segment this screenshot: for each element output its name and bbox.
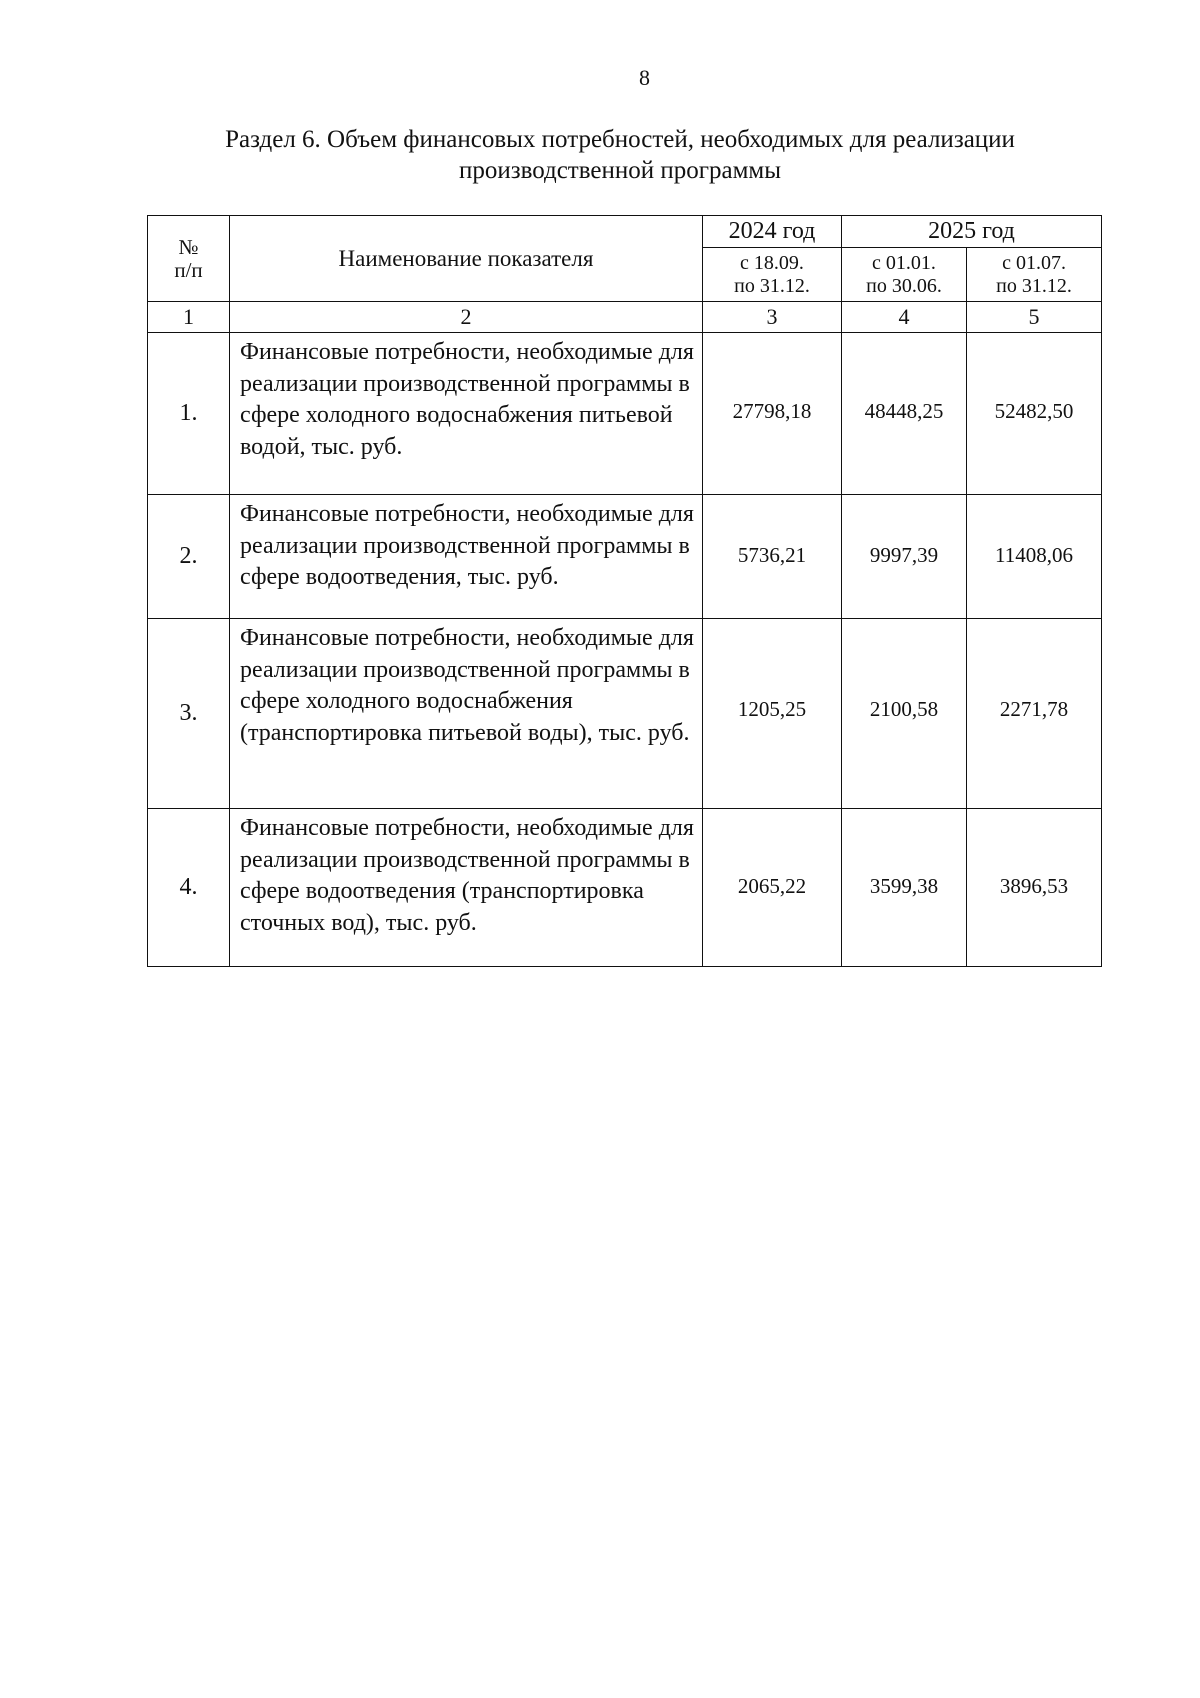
table-row (148, 333, 1102, 495)
column-number: 5 (967, 302, 1102, 333)
section-title (0, 124, 1200, 186)
row-value-2025-h2: 2271,78 (967, 619, 1102, 809)
financial-needs-table (147, 215, 1102, 967)
row-indicator-name: Финансовые потребности, необходимые для реализации производственной программы в сфере холодного водоснабжения питьевой водой, тыс. руб. (230, 333, 703, 495)
row-indicator-name: Финансовые потребности, необходимые для реализации производственной программы в сфере водоотведения, тыс. руб. (230, 495, 703, 619)
row-value-2025-h1: 9997,39 (842, 495, 967, 619)
section-title-line-1: Раздел 6. Объем финансовых потребностей, необходимых для реализации (225, 126, 1015, 153)
header-year-2024: 2024 год (703, 216, 842, 248)
header-period-1: с 18.09. по 31.12. (703, 248, 842, 302)
header-row-years (148, 216, 1102, 248)
header-year-2025: 2025 год (842, 216, 1102, 248)
row-value-2024: 5736,21 (703, 495, 842, 619)
column-number: 2 (230, 302, 703, 333)
header-name-col: Наименование показателя (230, 216, 703, 302)
row-value-2024: 1205,25 (703, 619, 842, 809)
row-number: 2. (148, 495, 230, 619)
row-value-2025-h2: 52482,50 (967, 333, 1102, 495)
header-period-3: с 01.07. по 31.12. (967, 248, 1102, 302)
row-value-2025-h1: 48448,25 (842, 333, 967, 495)
section-title-line-2: производственной программы (458, 157, 782, 184)
row-value-2025-h1: 2100,58 (842, 619, 967, 809)
row-value-2024: 27798,18 (703, 333, 842, 495)
row-value-2025-h2: 3896,53 (967, 809, 1102, 967)
column-number: 1 (148, 302, 230, 333)
column-number: 3 (703, 302, 842, 333)
table-row (148, 809, 1102, 967)
row-value-2024: 2065,22 (703, 809, 842, 967)
row-value-2025-h1: 3599,38 (842, 809, 967, 967)
column-number: 4 (842, 302, 967, 333)
header-num-col: № п/п (148, 216, 230, 302)
header-period-2: с 01.01. по 30.06. (842, 248, 967, 302)
page-number: 8 (639, 65, 650, 90)
table-row (148, 495, 1102, 619)
row-value-2025-h2: 11408,06 (967, 495, 1102, 619)
row-indicator-name: Финансовые потребности, необходимые для реализации производственной программы в сфере холодного водоснабжения (транспортировка питьевой воды), тыс. руб. (230, 619, 703, 809)
table-row (148, 619, 1102, 809)
row-number: 1. (148, 333, 230, 495)
row-number: 4. (148, 809, 230, 967)
row-indicator-name: Финансовые потребности, необходимые для реализации производственной программы в сфере водоотведения (транспортировка сточных вод), тыс. руб. (230, 809, 703, 967)
column-number-row (148, 302, 1102, 333)
row-number: 3. (148, 619, 230, 809)
